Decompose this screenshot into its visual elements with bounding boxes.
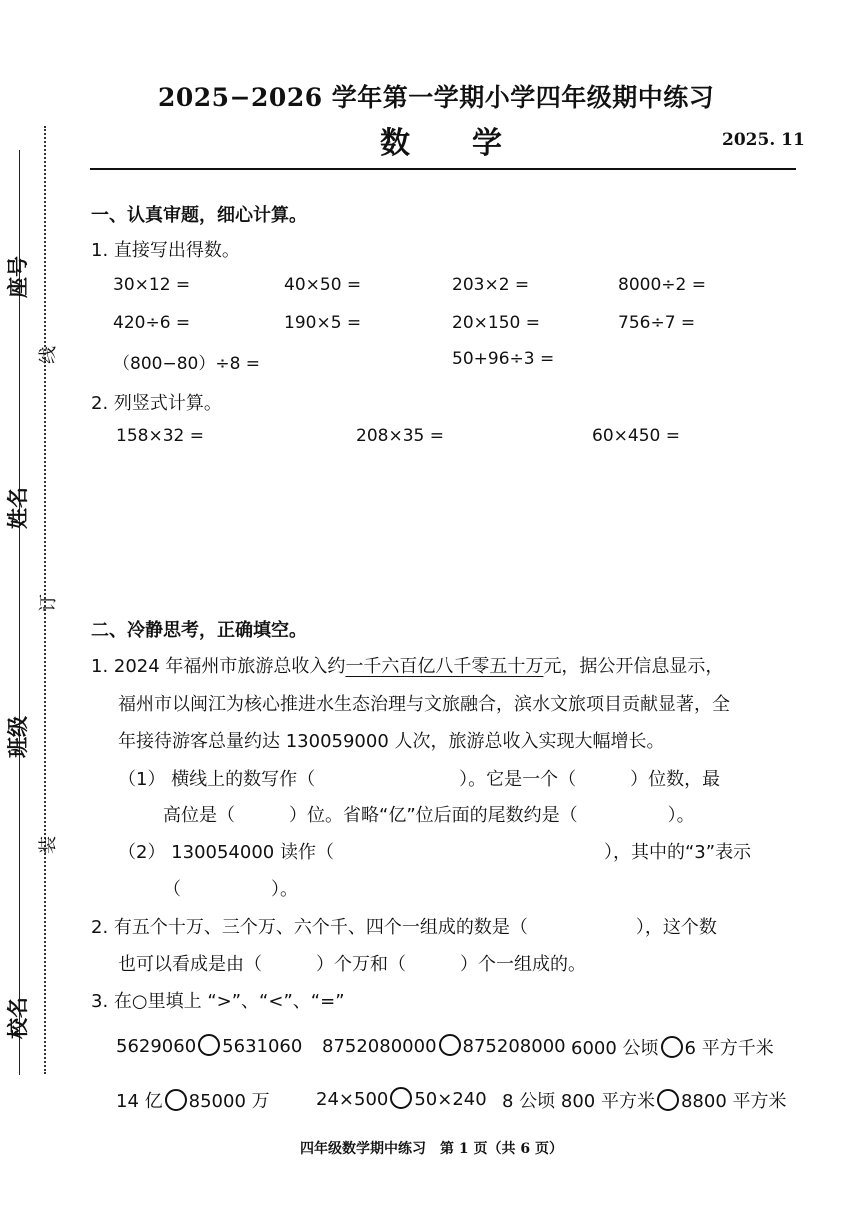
- s2-q2-line: 也可以看成是由（ ）个万和（ ）个一组成的。: [118, 954, 586, 975]
- compare-circle[interactable]: [165, 1089, 187, 1111]
- binding-mark-line: 线: [38, 346, 59, 364]
- compare-left: 5629060: [116, 1036, 197, 1057]
- compare-right: 875208000: [462, 1036, 566, 1057]
- s2-q1-part1-line: （1） 横线上的数写作（ ）。它是一个（ ）位数，最: [118, 769, 721, 790]
- class-label: 班级: [6, 716, 30, 758]
- compare-circle[interactable]: [661, 1036, 683, 1058]
- compare-item: [316, 1087, 487, 1110]
- calc-item: 190×5 =: [284, 313, 362, 333]
- compare-item: [502, 1087, 787, 1113]
- s2-q1-text-a: 1. 2024 年福州市旅游总收入约: [91, 656, 346, 677]
- s2-q1-line: 福州市以闽江为核心推进水生态治理与文旅融合，滨水文旅项目贡献显著，全: [118, 694, 730, 715]
- s2-q1-part2-line: （2） 130054000 读作（ ），其中的“3”表示: [118, 842, 752, 863]
- calc-item: 8000÷2 =: [618, 275, 706, 295]
- s2-q1-text-b: 元，据公开信息显示，: [543, 656, 724, 677]
- compare-right: 5631060: [222, 1036, 303, 1057]
- compare-left: 24×500: [316, 1089, 389, 1110]
- s2-q3-label: 3. 在○里填上 “>”、“<”、“=”: [91, 991, 345, 1012]
- compare-circle[interactable]: [390, 1087, 412, 1109]
- calc-item: 30×12 =: [113, 275, 191, 295]
- seat-number-label: 座号: [6, 256, 30, 298]
- compare-left: 8 公顷 800 平方米: [502, 1091, 655, 1112]
- school-name-label: 校名: [6, 997, 30, 1039]
- compare-right: 8800 平方米: [680, 1091, 787, 1112]
- subject-char-1: 数: [380, 126, 410, 161]
- exam-title: 2025−2026 学年第一学期小学四年级期中练习: [158, 83, 715, 112]
- s2-q2-line: 2. 有五个十万、三个万、六个千、四个一组成的数是（ ），这个数: [91, 917, 717, 938]
- page-footer: 四年级数学期中练习 第 1 页（共 6 页）: [300, 1141, 563, 1157]
- compare-circle[interactable]: [657, 1089, 679, 1111]
- s2-q1-part2-line: （ ）。: [163, 879, 298, 900]
- compare-right: 85000 万: [188, 1091, 270, 1112]
- header-rule: [90, 168, 796, 170]
- binding-mark-bind: 装: [38, 836, 59, 854]
- compare-left: 8752080000: [322, 1036, 437, 1057]
- calc-item: 40×50 =: [284, 275, 362, 295]
- section-2-heading: 二、冷静思考，正确填空。: [91, 620, 307, 641]
- compare-item: [116, 1034, 302, 1057]
- compare-circle[interactable]: [198, 1034, 220, 1056]
- calc-item: 203×2 =: [452, 275, 530, 295]
- compare-item: [571, 1034, 774, 1060]
- s2-q1-line: 年接待游客总量约达 130059000 人次，旅游总收入实现大幅增长。: [118, 731, 665, 752]
- vertical-calc-item: 158×32 =: [116, 426, 204, 446]
- s2-q1-part1-line: 高位是（ ）位。省略“亿”位后面的尾数约是（ ）。: [163, 805, 695, 826]
- calc-item: 756÷7 =: [618, 313, 696, 333]
- vertical-calc-item: 208×35 =: [356, 426, 444, 446]
- section-1-heading: 一、认真审题，细心计算。: [91, 205, 307, 226]
- s2-q1-underlined-number: 一千六百亿八千零五十万: [345, 656, 544, 677]
- compare-left: 14 亿: [116, 1091, 163, 1112]
- calc-item: 50+96÷3 =: [452, 349, 555, 369]
- subject-char-2: 学: [472, 126, 502, 161]
- calc-item: 420÷6 =: [113, 313, 191, 333]
- q1-label: 1. 直接写出得数。: [91, 240, 240, 261]
- compare-item: [322, 1034, 566, 1057]
- compare-right: 6 平方千米: [684, 1038, 774, 1059]
- exam-date: 2025. 11: [722, 130, 805, 150]
- vertical-calc-item: 60×450 =: [592, 426, 680, 446]
- compare-item: [116, 1087, 270, 1113]
- calc-item: 20×150 =: [452, 313, 540, 333]
- binding-mark-staple: 订: [38, 594, 59, 612]
- compare-right: 50×240: [414, 1089, 487, 1110]
- calc-item: （800−80）÷8 =: [113, 354, 261, 374]
- s2-q1-line: [91, 652, 723, 678]
- subject-title: [380, 118, 564, 162]
- compare-circle[interactable]: [439, 1034, 461, 1056]
- q2-label: 2. 列竖式计算。: [91, 393, 222, 414]
- compare-left: 6000 公顷: [571, 1038, 659, 1059]
- student-name-label: 姓名: [6, 487, 30, 529]
